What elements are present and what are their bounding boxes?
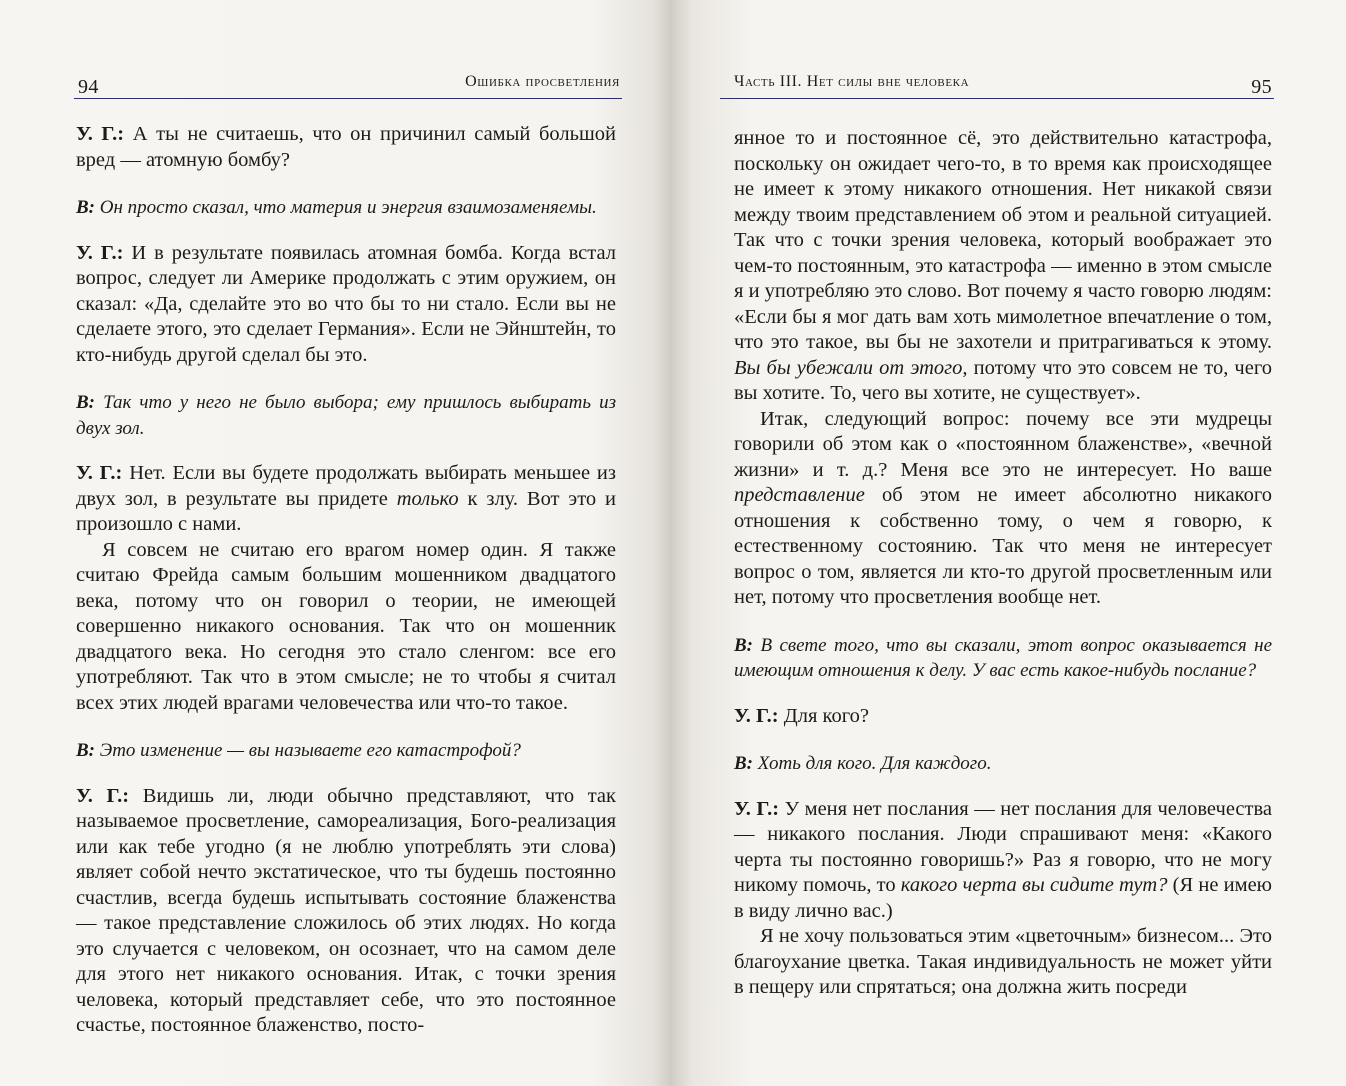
- paragraph-text: (Я не имею в виду лично вас.): [734, 874, 1272, 922]
- paragraph: [734, 704, 1272, 730]
- paragraph: [76, 784, 616, 1039]
- paragraph-text: Видишь ли, люди обычно представляют, что так называемое просветление, самореализация, Бого-реализация или как тебе угодно (я не люблю употреблять эти слова) являет собой нечто экстатическое, что ты будешь постоянно счастлив, всегда будешь испытывать состояние блаженства — такое представление сложилось об этих людях. Но когда это случается с человеком, он осознает, что на самом деле для этого нет никакого основания. Итак, с точки зрения человека, который представляет себе, что это постоянное счастье, постоянное блаженство, посто-: [76, 784, 616, 1036]
- left-page-header: [74, 66, 622, 99]
- speaker-label: В:: [734, 753, 753, 774]
- paragraph-text: Нет. Если вы будете продолжать выбирать меньшее из двух зол, в результате вы придете: [76, 462, 616, 510]
- paragraph: [76, 241, 616, 369]
- paragraph: Я совсем не считаю его врагом номер один. Я также считаю Фрейда самым большим мошенником двадцатого века, потому что он говорил о теории, не имеющей совершенно никакого основания. Так что он мошенник двадцатого века. Но сегодня это стало сленгом: все его употребляют. Так что в этом смысле; не то чтобы я считал всех этих людей врагами человечества или что-то такое.: [76, 538, 616, 714]
- left-page: [0, 0, 672, 1086]
- emphasis-text: Вы бы убежали от этого,: [734, 356, 968, 379]
- question-paragraph: [734, 633, 1272, 684]
- paragraph: Я не хочу пользоваться этим «цветочным» бизнесом... Это благоухание цветка. Такая индивидуальность не может уйти в пещеру или спрятаться; она должна жить посреди: [734, 925, 1272, 998]
- emphasis-text: только: [396, 487, 459, 510]
- emphasis-text: представление: [734, 484, 865, 506]
- question-paragraph: [76, 390, 616, 441]
- paragraph-text: Итак, следующий вопрос: почему все эти мудрецы говорили об этом как о «постоянном блаженстве», «вечной жизни» и т. д.? Меня все это не интересует. Но ваше: [734, 407, 1272, 481]
- question-text: Так что у него не было выбора; ему пришлось выбирать из двух зол.: [76, 392, 616, 439]
- running-title: Часть III. Нет силы вне человека: [734, 73, 970, 90]
- running-title: Ошибка просветления: [465, 73, 620, 90]
- question-text: Хоть для кого. Для каждого.: [753, 753, 992, 774]
- speaker-label: У. Г.:: [76, 784, 130, 807]
- right-page-header: [720, 66, 1274, 99]
- paragraph: [734, 126, 1272, 407]
- paragraph-text: Для кого?: [778, 704, 869, 727]
- speaker-label: У. Г.:: [734, 704, 779, 727]
- right-page: [672, 0, 1346, 1086]
- left-page-body: [76, 122, 616, 1039]
- speaker-label: В:: [76, 740, 95, 761]
- paragraph-text: А ты не считаешь, что он причинил самый большой вред — атомную бомбу?: [76, 123, 616, 171]
- question-text: Это изменение — вы называете его катастрофой?: [95, 740, 521, 761]
- right-page-body: [734, 126, 1272, 1001]
- question-text: В свете того, что вы сказали, этот вопрос оказывается не имеющим отношения к делу. У вас есть какое-нибудь послание?: [734, 634, 1272, 681]
- page-number: 95: [1251, 76, 1272, 98]
- paragraph-text: к злу. Вот это и произошло с нами.: [76, 487, 616, 535]
- speaker-label: В:: [76, 197, 95, 218]
- speaker-label: У. Г.:: [76, 462, 123, 484]
- paragraph-text: И в результате появилась атомная бомба. Когда встал вопрос, следует ли Америке продолжать с этим оружием, он сказал: «Да, сделайте это во что бы то ни стало. Если вы не сделаете этого, это сделает Германия». Если не Эйнштейн, то кто-нибудь другой сделал бы это.: [76, 241, 616, 366]
- speaker-label: В:: [76, 392, 95, 413]
- page-number: 94: [78, 76, 99, 98]
- paragraph: [734, 797, 1272, 925]
- emphasis-text: какого черта вы сидите тут?: [900, 874, 1168, 896]
- paragraph-text: потому что это совсем не то, чего вы хотите. То, чего вы хотите, не существует».: [734, 356, 1272, 404]
- speaker-label: У. Г.:: [734, 797, 780, 820]
- paragraph-text: У меня нет послания — нет послания для человечества — никакого послания. Люди спрашивают меня: «Какого черта ты постоянно говоришь?» Раз я говорю, что не могу никому помочь, то: [734, 797, 1272, 896]
- question-paragraph: [76, 738, 616, 764]
- paragraph: [734, 407, 1272, 611]
- question-paragraph: [734, 751, 1272, 777]
- paragraph-text: об этом не имеет абсолютно никакого отношения к собственно тому, о чем я говорю, к естественному состоянию. Так что меня не интересует вопрос о том, является ли кто-то другой просветленным или нет, потому что просветления вообще нет.: [734, 484, 1272, 608]
- question-text: Он просто сказал, что материя и энергия взаимозаменяемы.: [95, 197, 597, 218]
- speaker-label: У. Г.:: [76, 123, 125, 145]
- paragraph: [76, 461, 616, 538]
- paragraph: [76, 122, 616, 173]
- speaker-label: У. Г.:: [76, 241, 124, 264]
- paragraph-text: янное то и постоянное сё, это действительно катастрофа, поскольку он ожидает чего-то, в то время как происходящее не имеет к этому никакого отношения. Нет никакой связи между твоим представлением об этом и реальной ситуацией. Так что с точки зрения человека, который воображает это чем-то постоянным, это катастрофа — именно в этом смысле я и употребляю это слово. Вот почему я часто говорю людям: «Если бы я мог дать вам хоть мимолетное впечатление о том, что это такое, вы бы не захотели и притрагиваться к этому.: [734, 127, 1272, 353]
- speaker-label: В:: [734, 634, 753, 656]
- question-paragraph: [76, 195, 616, 221]
